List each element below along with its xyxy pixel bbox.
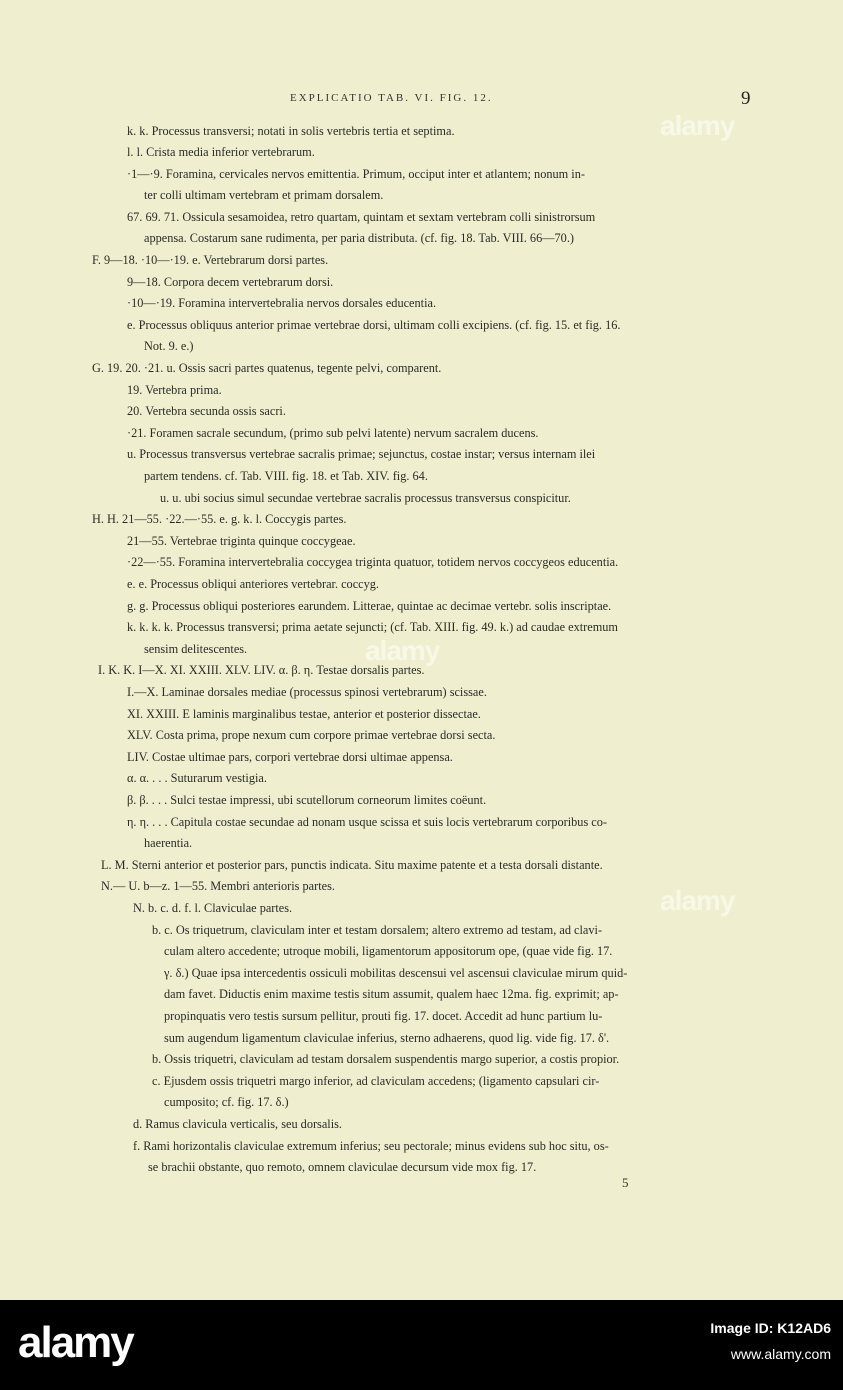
text-line: N. b. c. d. f. l. Claviculae partes. xyxy=(133,901,293,915)
text-line: k. k. Processus transversi; notati in solis vertebris tertia et septima. xyxy=(127,124,455,138)
text-line: Not. 9. e.) xyxy=(144,339,194,353)
text-line: cumposito; cf. fig. 17. δ.) xyxy=(164,1095,289,1109)
text-line: l. l. Crista media inferior vertebrarum. xyxy=(127,145,315,159)
text-line: e. Processus obliquus anterior primae vertebrae dorsi, ultimam colli excipiens. (cf. fig. 15. et fig. 16. xyxy=(127,318,621,332)
watermark: alamy xyxy=(660,885,735,916)
text-line: dam favet. Diductis enim maxime testis situm assumit, qualem haec 12ma. fig. exprimit; ap- xyxy=(164,987,619,1001)
text-line: γ. δ.) Quae ipsa intercedentis ossiculi mobilitas descensui vel ascensui claviculae mirum quid- xyxy=(164,966,628,980)
text-line: η. η. . . . Capitula costae secundae ad nonam usque scissa et suis locis vertebrarum corporibus co- xyxy=(127,815,608,829)
text-line: g. g. Processus obliqui posteriores earundem. Litterae, quintae ac decimae vertebr. solis inscriptae. xyxy=(127,599,612,613)
text-line: N.— U. b—z. 1—55. Membri anterioris partes. xyxy=(101,879,335,893)
text-line: partem tendens. cf. Tab. VIII. fig. 18. et Tab. XIV. fig. 64. xyxy=(144,469,428,483)
text-line: u. u. ubi socius simul secundae vertebrae sacralis processus transversus conspicitur. xyxy=(160,491,571,505)
watermark: alamy xyxy=(365,635,440,666)
text-line: F. 9—18. ·10—·19. e. Vertebrarum dorsi partes. xyxy=(92,253,329,267)
text-line: u. Processus transversus vertebrae sacralis primae; sejunctus, costae instar; versus internam ilei xyxy=(127,447,596,461)
text-line: k. k. k. k. Processus transversi; prima aetate sejuncti; (cf. Tab. XIII. fig. 49. k.) ad caudae extremum xyxy=(127,620,618,634)
text-line: 67. 69. 71. Ossicula sesamoidea, retro quartam, quintam et sextam vertebram colli sinistrorsum xyxy=(127,210,596,224)
text-line: haerentia. xyxy=(144,836,193,850)
text-line: ter colli ultimam vertebram et primam dorsalem. xyxy=(144,188,384,202)
text-line: ·21. Foramen sacrale secundum, (primo sub pelvi latente) nervum sacralem ducens. xyxy=(127,426,539,440)
text-line: ·1—·9. Foramina, cervicales nervos emittentia. Primum, occiput inter et atlantem; nonum in- xyxy=(127,167,585,181)
text-line: b. Ossis triquetri, claviculam ad testam dorsalem suspendentis margo superior, a costis propior. xyxy=(152,1052,620,1066)
text-line: se brachii obstante, quo remoto, omnem claviculae decursum vide mox fig. 17. xyxy=(148,1160,537,1174)
text-line: b. c. Os triquetrum, claviculam inter et testam dorsalem; altero extremo ad testam, ad clavi- xyxy=(152,923,603,937)
image-id: Image ID: K12AD6 xyxy=(710,1320,831,1336)
text-line: β. β. . . . Sulci testae impressi, ubi scutellorum corneorum limites coëunt. xyxy=(127,793,487,807)
text-line: appensa. Costarum sane rudimenta, per paria distributa. (cf. fig. 18. Tab. VIII. 66—70.) xyxy=(144,231,574,245)
site-url: www.alamy.com xyxy=(730,1346,831,1362)
watermark: alamy xyxy=(660,110,735,141)
text-line: c. Ejusdem ossis triquetri margo inferior, ad claviculam accedens; (ligamento capsulari cir- xyxy=(152,1074,600,1088)
text-line: f. Rami horizontalis claviculae extremum inferius; seu pectorale; minus evidens sub hoc situ, os- xyxy=(133,1139,609,1153)
text-line: d. Ramus clavicula verticalis, seu dorsalis. xyxy=(133,1117,342,1131)
text-line: LIV. Costae ultimae pars, corpori vertebrae dorsi ultimae appensa. xyxy=(127,750,453,764)
text-line: I. K. K. I—X. XI. XXIII. XLV. LIV. α. β. η. Testae dorsalis partes. xyxy=(98,663,425,677)
text-line: 20. Vertebra secunda ossis sacri. xyxy=(127,404,286,418)
text-line: propinquatis vero testis sursum pellitur, prouti fig. 17. docet. Accedit ad hunc partium lu- xyxy=(164,1009,603,1023)
text-line: sensim delitescentes. xyxy=(144,642,248,656)
text-line: culam altero accedente; utroque mobili, ligamentorum appositorum ope, (quae vide fig. 17. xyxy=(164,944,613,958)
page-number: 9 xyxy=(741,88,751,109)
text-line: 19. Vertebra prima. xyxy=(127,383,222,397)
text-line: sum augendum ligamentum claviculae inferius, sterno adhaerens, quod lig. vide fig. 17. δ'. xyxy=(164,1031,610,1045)
text-line: I.—X. Laminae dorsales mediae (processus spinosi vertebrarum) scissae. xyxy=(127,685,487,699)
text-line: ·10—·19. Foramina intervertebralia nervos dorsales educentia. xyxy=(127,296,437,310)
text-line: H. H. 21—55. ·22.—·55. e. g. k. l. Coccygis partes. xyxy=(92,512,347,526)
text-line: α. α. . . . Suturarum vestigia. xyxy=(127,771,267,785)
running-header: EXPLICATIO TAB. VI. FIG. 12. xyxy=(290,92,493,104)
text-line: XLV. Costa prima, prope nexum cum corpore primae vertebrae dorsi secta. xyxy=(127,728,496,742)
text-line: ·22—·55. Foramina intervertebralia coccygea triginta quatuor, totidem nervos coccygeos educentia. xyxy=(127,555,619,569)
text-line: L. M. Sterni anterior et posterior pars, punctis indicata. Situ maxime patente et a testa dorsali distante. xyxy=(101,858,603,872)
text-line: 9—18. Corpora decem vertebrarum dorsi. xyxy=(127,275,334,289)
text-line: 21—55. Vertebrae triginta quinque coccygeae. xyxy=(127,534,356,548)
signature-mark: 5 xyxy=(622,1175,629,1190)
text-line: e. e. Processus obliqui anteriores vertebrar. coccyg. xyxy=(127,577,379,591)
brand-logo: alamy xyxy=(18,1318,133,1367)
text-line: G. 19. 20. ·21. u. Ossis sacri partes quatenus, tegente pelvi, comparent. xyxy=(92,361,442,375)
text-line: XI. XXIII. E laminis marginalibus testae, anterior et posterior dissectae. xyxy=(127,707,481,721)
